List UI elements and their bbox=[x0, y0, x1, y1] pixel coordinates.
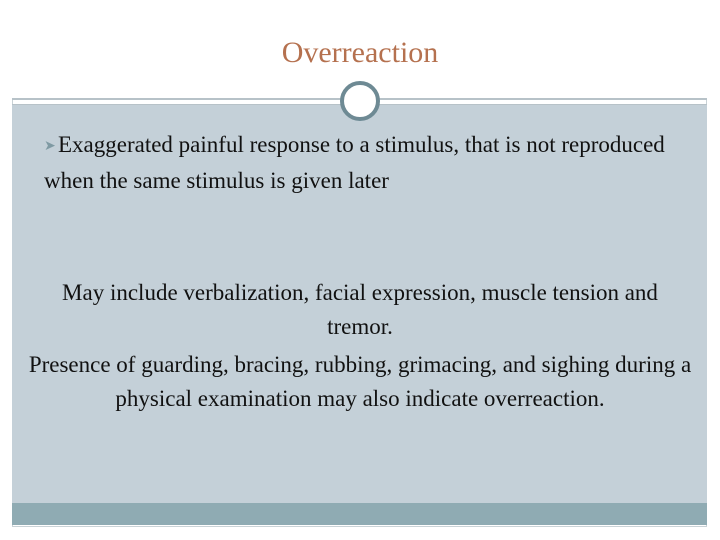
bullet-item bbox=[44, 128, 694, 198]
paragraph-guarding: Presence of guarding, bracing, rubbing, grimacing, and sighing during a physical examination may also indicate overreaction. bbox=[28, 352, 692, 411]
slide-title: Overreaction bbox=[281, 36, 439, 69]
footer-bar bbox=[12, 503, 707, 525]
arrow-bullet-icon: ➤ bbox=[44, 138, 56, 154]
bullet-text: Exaggerated painful response to a stimulus, that is not reproduced when the same stimulus is given later bbox=[44, 132, 665, 193]
paragraph-verbalization: May include verbalization, facial expression, muscle tension and tremor. bbox=[62, 280, 658, 339]
circle-ornament-icon bbox=[340, 81, 380, 121]
